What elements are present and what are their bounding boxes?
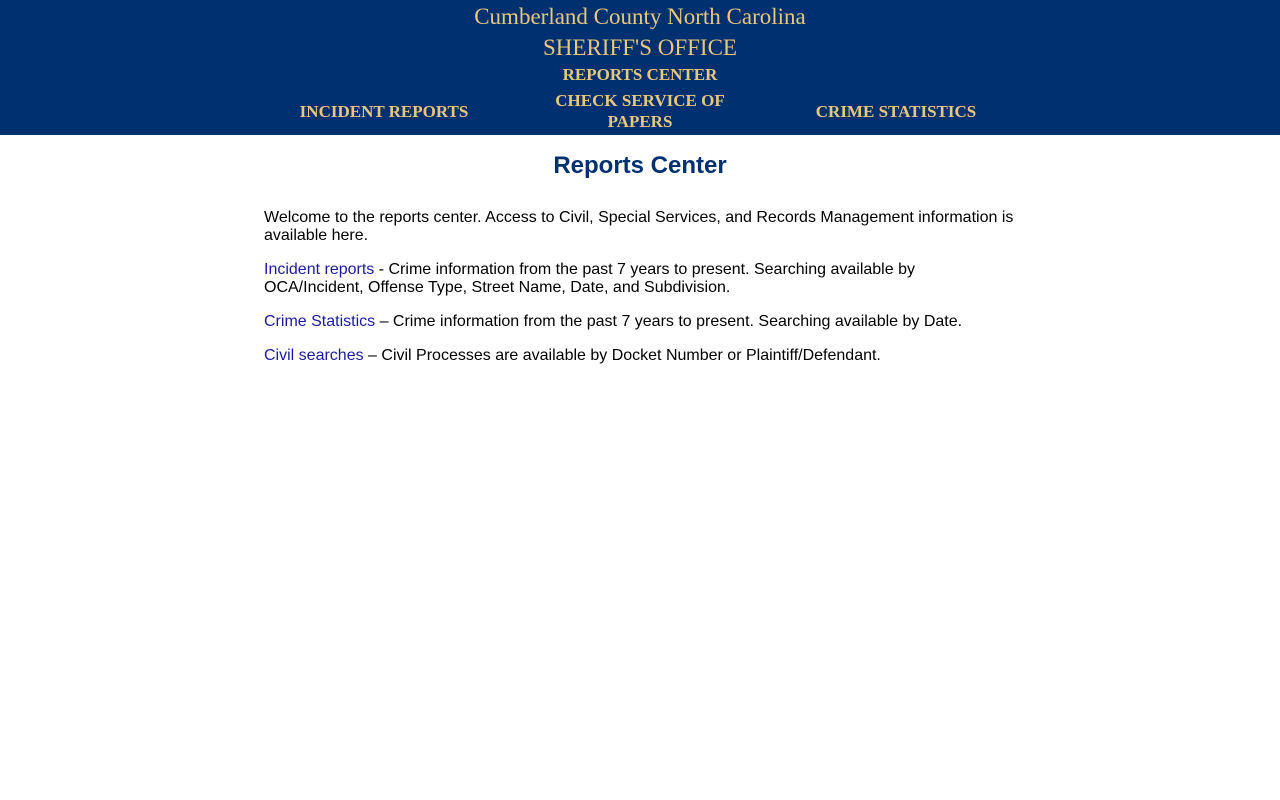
office-name: SHERIFF'S OFFICE — [543, 35, 737, 60]
page-title: Reports Center — [553, 152, 727, 179]
county-name: Cumberland County North Carolina — [474, 4, 806, 29]
nav-crime-statistics[interactable]: CRIME STATISTICS — [815, 101, 977, 121]
nav-check-service-of-papers[interactable]: CHECK SERVICE OF PAPERS — [555, 91, 725, 131]
incident-reports-description: - Crime information from the past 7 years to present. Searching available by OCA/Incident, Offense Type, Street Name, Date, and Subdivision. — [264, 261, 915, 296]
nav-incident-reports[interactable]: INCIDENT REPORTS — [299, 101, 469, 121]
civil-searches-link[interactable]: Civil searches — [264, 347, 364, 364]
intro-text: Welcome to the reports center. Access to Civil, Special Services, and Records Management information is available here. — [264, 209, 1014, 244]
incident-reports-link[interactable]: Incident reports — [264, 261, 375, 278]
main-nav — [256, 90, 1024, 132]
site-header — [0, 0, 1280, 135]
civil-searches-description: – Civil Processes are available by Docket Number or Plaintiff/Defendant. — [363, 347, 881, 364]
list-item — [264, 347, 1016, 365]
crime-statistics-description: – Crime information from the past 7 years to present. Searching available by Date. — [375, 313, 963, 330]
section-title: REPORTS CENTER — [562, 65, 718, 84]
list-item — [264, 261, 1016, 297]
crime-statistics-link[interactable]: Crime Statistics — [264, 313, 376, 330]
list-item — [264, 313, 1016, 331]
main-content — [256, 135, 1024, 365]
